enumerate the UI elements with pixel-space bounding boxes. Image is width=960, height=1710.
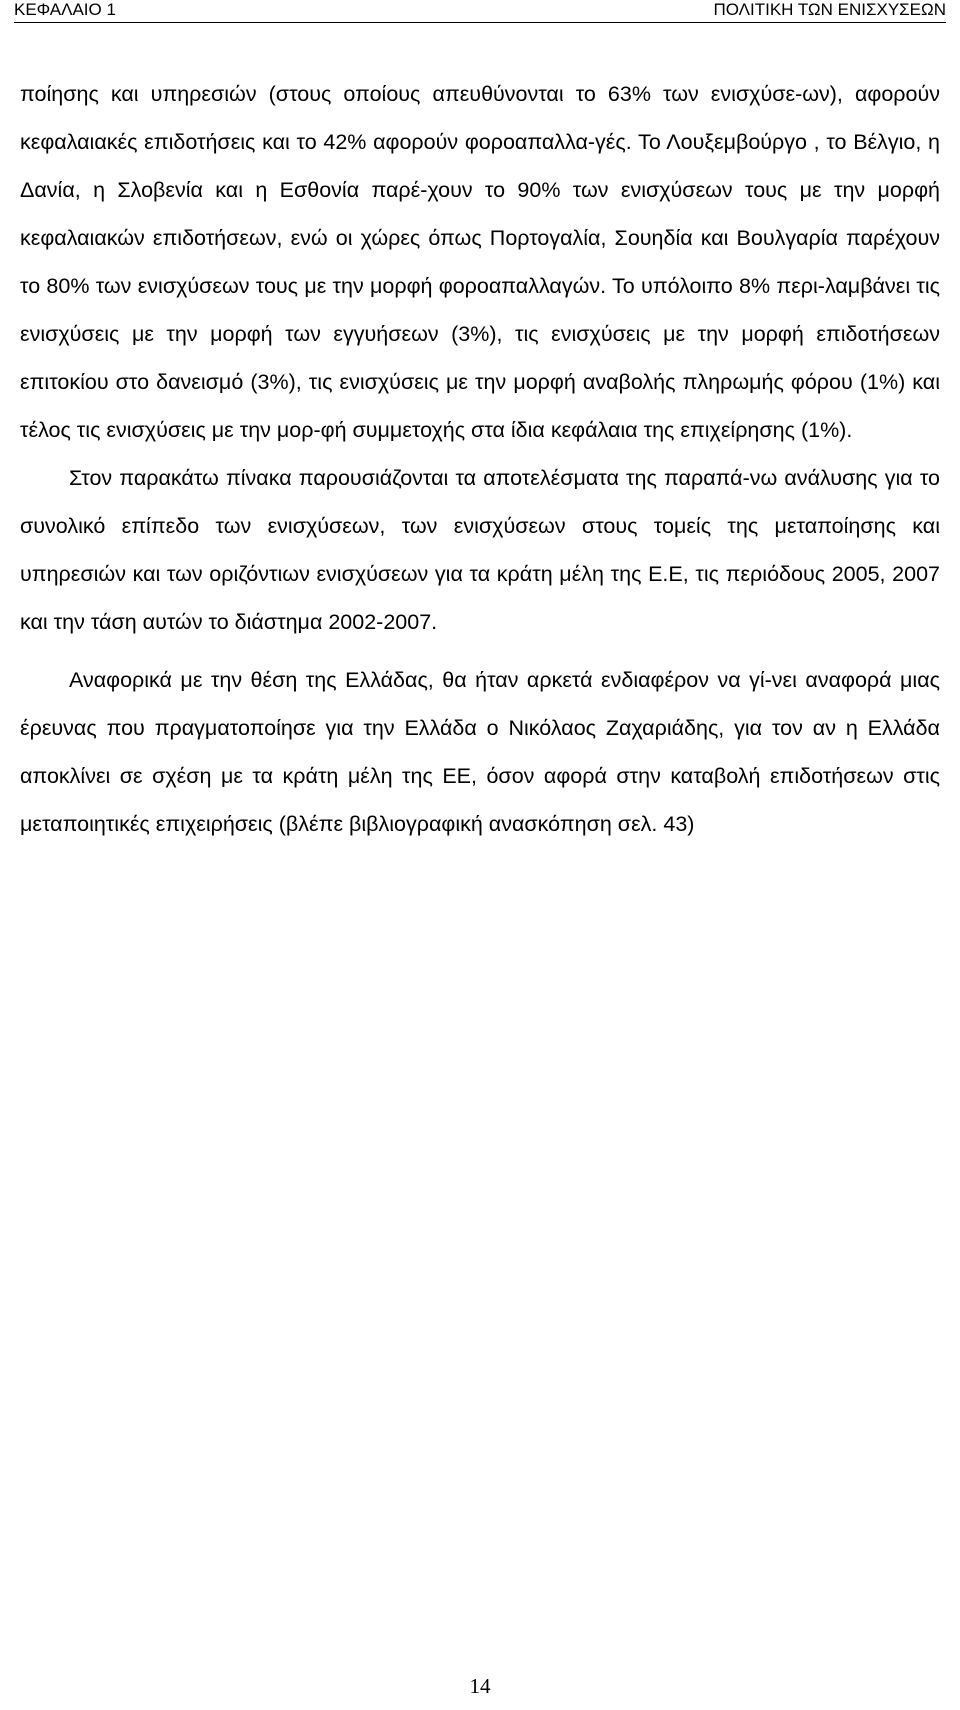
paragraph-1: ποίησης και υπηρεσιών (στους οποίους απευθύνονται το 63% των ενισχύσε-ων), αφορούν κεφαλαιακές επιδοτήσεις και το 42% αφορούν φοροαπαλλα-γές. Το Λουξεμβούργο , το Βέλγιο, η Δανία, η Σλοβενία και η Εσθονία παρέ-χουν το 90% των ενισχύσεων τους με την μορφή κεφαλαιακών επιδοτήσεων, ενώ οι χώρες όπως Πορτογαλία, Σουηδία και Βουλγαρία παρέχουν το 80% των ενισχύσεων τους με την μορφή φοροαπαλλαγών. Το υπόλοιπο 8% περι-λαμβάνει τις ενισχύσεις με την μορφή των εγγυήσεων (3%), τις ενισχύσεις με την μορφή επιδοτήσεων επιτοκίου στο δανεισμό (3%), τις ενισχύσεις με την μορφή αναβολής πληρωμής φόρου (1%) και τέλος τις ενισχύσεις με την μορ-φή συμμετοχής στα ίδια κεφάλαια της επιχείρησης (1%). [20, 82, 940, 442]
paragraph-2: Στον παρακάτω πίνακα παρουσιάζονται τα αποτελέσματα της παραπά-νω ανάλυσης για το συνολικό επίπεδο των ενισχύσεων, των ενισχύσεων στους τομείς της μεταποίησης και υπηρεσιών και των οριζόντιων ενισχύσεων για τα κράτη μέλη της Ε.Ε, τις περιόδους 2005, 2007 και την τάση αυτών το διάστημα 2002-2007. [20, 466, 940, 634]
body-text [20, 70, 940, 848]
paragraph-3: Αναφορικά με την θέση της Ελλάδας, θα ήταν αρκετά ενδιαφέρον να γί-νει αναφορά μιας έρευνας που πραγματοποίησε για την Ελλάδα ο Νικόλαος Ζαχαριάδης, για τον αν η Ελλάδα αποκλίνει σε σχέση με τα κράτη μέλη της ΕΕ, όσον αφορά στην καταβολή επιδοτήσεων στις μεταποιητικές επιχειρήσεις (βλέπε βιβλιογραφική ανασκόπηση σελ. 43) [20, 668, 940, 836]
header-section: ΠΟΛΙΤΙΚΗ ΤΩΝ ΕΝΙΣΧΥΣΕΩΝ [713, 0, 946, 19]
running-header [14, 0, 946, 23]
header-chapter: ΚΕΦΑΛΑΙΟ 1 [14, 0, 116, 19]
page-number: 14 [469, 1674, 491, 1698]
